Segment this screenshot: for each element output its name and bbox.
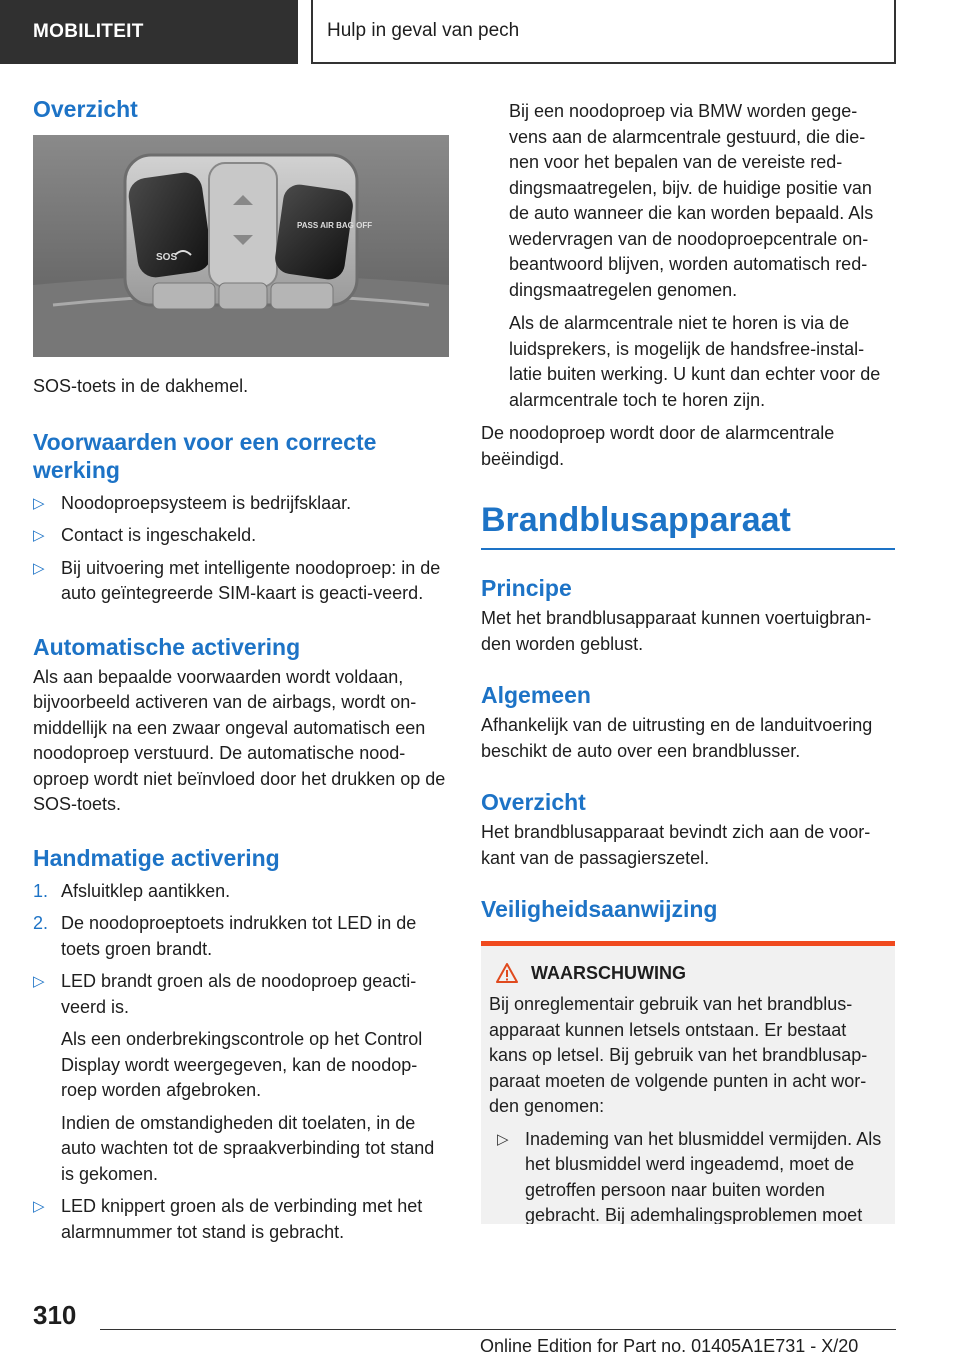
warning-list bbox=[489, 1127, 887, 1225]
led-paragraph: Indien de omstandigheden dit toelaten, in de auto wachten tot de spraakverbinding tot stand is gekomen. bbox=[61, 1112, 435, 1184]
warning-text: Bij onreglementair gebruik van het brandblus-apparaat kunnen letsels ontstaan. Er bestaat kans op letsel. Bij gebruik van het brandblusap-paraat moeten de volgende punten in acht wor-den genomen: bbox=[489, 994, 868, 1116]
auto-activation-heading: Automatische activering bbox=[33, 633, 301, 660]
general-heading: Algemeen bbox=[481, 682, 591, 708]
edition-note: Online Edition for Part no. 01405A1E731 - X/20 bbox=[480, 1336, 859, 1356]
list-item: ▷ Contact is ingeschakeld. bbox=[33, 523, 449, 549]
auto-activation-text: Als aan bepaalde voorwaarden wordt voldaan, bijvoorbeeld activeren van de airbags, wordt on-middellijk na een zwaar ongeval automatisch een noodoproep verstuurd. De automatische nood-oproep wordt niet beïnvloed door het drukken op de SOS-toets. bbox=[33, 666, 446, 814]
right-column bbox=[481, 95, 895, 1224]
section-tab: MOBILITEIT bbox=[0, 0, 298, 64]
list-item: ▷ LED knippert groen als de verbinding met het alarmnummer tot stand is gebracht. bbox=[33, 1196, 423, 1242]
manual-steps bbox=[33, 879, 449, 963]
principle-heading: Principe bbox=[481, 575, 572, 601]
list-item: 1. Afsluitklep aantikken. bbox=[33, 880, 231, 901]
left-column bbox=[33, 95, 449, 1245]
list-item: ▷ LED brandt groen als de noodoproep geacti-veerd is. bbox=[33, 971, 417, 1017]
conditions-heading: Voorwaarden voor een correcte werking bbox=[33, 428, 377, 483]
triangle-bullet-icon: ▷ bbox=[33, 973, 45, 990]
sos-label: SOS bbox=[156, 252, 178, 263]
triangle-bullet-icon: ▷ bbox=[33, 527, 45, 544]
warning-box bbox=[481, 941, 895, 1224]
continued-paragraph: Bij een noodoproep via BMW worden gege-vens aan de alarmcentrale gestuurd, die die-nen voor het bepalen van de vereiste red-dingsmaatregelen, bijv. de huidige positie van de auto wanneer die kan worden bepaald. Als wedervragen van de noodoproepcentrale on-beantwoord blijven, worden automatisch red-dingsmaatregelen genomen. bbox=[509, 101, 874, 300]
led-paragraph: Als een onderbrekingscontrole op het Control Display wordt weergegeven, kan de noodop-roep worden afgebroken. bbox=[61, 1029, 423, 1100]
list-item: ▷ Noodoproepsysteem is bedrijfsklaar. bbox=[33, 491, 449, 517]
safety-heading: Veiligheidsaanwijzing bbox=[481, 896, 718, 922]
warning-triangle-icon bbox=[495, 962, 519, 984]
led-list bbox=[33, 969, 449, 1020]
pass-airbag-label: PASS AIR BAG OFF bbox=[297, 221, 373, 230]
footer-divider bbox=[100, 1329, 896, 1330]
general-text: Afhankelijk van de uitrusting en de landuitvoering beschikt de auto over een brandblusser. bbox=[481, 715, 873, 761]
page-number: 310 bbox=[33, 1300, 77, 1330]
end-paragraph: De noodoproep wordt door de alarmcentrale beëindigd. bbox=[481, 423, 835, 469]
triangle-bullet-icon: ▷ bbox=[33, 494, 45, 512]
list-item: 2. De noodoproeptoets indrukken tot LED in de toets groen brandt. bbox=[33, 913, 417, 959]
page-header bbox=[0, 0, 960, 66]
conditions-list bbox=[33, 491, 449, 607]
extinguisher-heading: Brandblusapparaat bbox=[481, 501, 791, 539]
overview-heading: Overzicht bbox=[481, 789, 586, 815]
warning-title: WAARSCHUWING bbox=[489, 962, 887, 984]
list-item: ▷ Inademing van het blusmiddel vermijden. Als het blusmiddel werd ingeademd, moet de getroffen persoon naar buiten worden gebracht. Bij ademhalingsproblemen moet bbox=[497, 1128, 882, 1224]
overview-heading: Overzicht bbox=[33, 96, 138, 122]
photo-caption: SOS-toets in de dakhemel. bbox=[33, 376, 249, 396]
blink-list bbox=[33, 1194, 449, 1245]
triangle-bullet-icon: ▷ bbox=[33, 559, 45, 577]
triangle-bullet-icon: ▷ bbox=[33, 1198, 45, 1215]
chapter-title: Hulp in geval van pech bbox=[311, 0, 896, 64]
triangle-bullet-icon: ▷ bbox=[497, 1130, 509, 1148]
sos-button-photo bbox=[33, 135, 449, 357]
extinguisher-title-block bbox=[481, 500, 895, 550]
overview-text: Het brandblusapparaat bevindt zich aan de voor-kant van de passagierszetel. bbox=[481, 822, 871, 868]
list-item: ▷ Bij uitvoering met intelligente noodoproep: in de auto geïntegreerde SIM-kaart is geacti-veerd. bbox=[33, 557, 441, 603]
principle-text: Met het brandblusapparaat kunnen voertuigbran-den worden geblust. bbox=[481, 608, 872, 654]
continued-paragraph: Als de alarmcentrale niet te horen is via de luidsprekers, is mogelijk de handsfree-instal-latie buiten werking. U kunt dan echter voor de alarmcentrale toch te horen zijn. bbox=[509, 313, 881, 410]
manual-activation-heading: Handmatige activering bbox=[33, 844, 280, 871]
